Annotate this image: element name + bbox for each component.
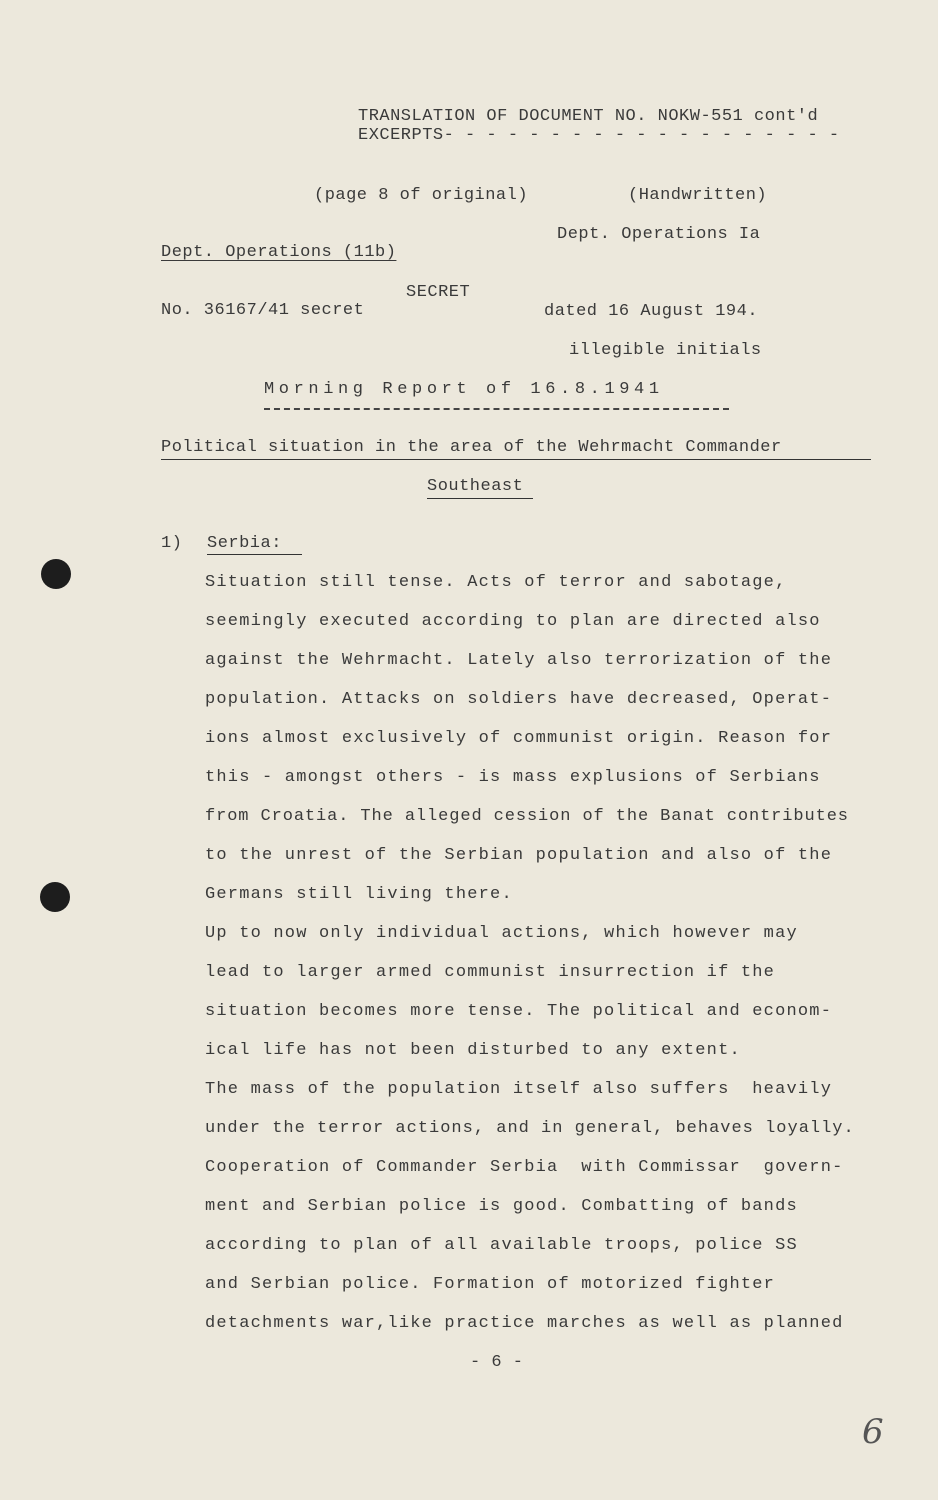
body-line: Up to now only individual actions, which however may: [205, 924, 798, 943]
handwritten-page-number: 6: [862, 1412, 884, 1452]
body-line: The mass of the population itself also suffers heavily: [205, 1080, 833, 1099]
secret-classification: SECRET: [406, 283, 471, 302]
body-line: seemingly executed according to plan are directed also: [205, 612, 821, 631]
body-line: lead to larger armed communist insurrection if the: [205, 963, 776, 982]
section-heading-cont-rule: [427, 498, 533, 499]
body-line: under the terror actions, and in general, behaves loyally.: [205, 1119, 855, 1138]
section-heading: Political situation in the area of the Wehrmacht Commander: [161, 438, 782, 457]
page-number: - 6 -: [470, 1353, 524, 1372]
body-line: to the unrest of the Serbian population and also of the: [205, 846, 833, 865]
dept-operations-ia: Dept. Operations Ia: [557, 225, 761, 244]
body-line: Situation still tense. Acts of terror and sabotage,: [205, 573, 787, 592]
document-date: dated 16 August 194.: [544, 302, 759, 321]
body-line: from Croatia. The alleged cession of the Banat contributes: [205, 807, 849, 826]
body-line: ical life has not been disturbed to any extent.: [205, 1041, 741, 1060]
report-title: Morning Report of 16.8.1941: [264, 380, 664, 399]
body-line: ment and Serbian police is good. Combatting of bands: [205, 1197, 798, 1216]
translation-title: TRANSLATION OF DOCUMENT NO. NOKW-551 cont'd: [358, 107, 819, 126]
item-number: 1): [161, 534, 183, 553]
report-title-underline: [264, 408, 729, 410]
body-line: and Serbian police. Formation of motorized fighter: [205, 1275, 776, 1294]
item-title-rule: [207, 554, 302, 555]
body-line: detachments war,like practice marches as well as planned: [205, 1314, 844, 1333]
body-line: this - amongst others - is mass explusions of Serbians: [205, 768, 821, 787]
excerpts-line: EXCERPTS- - - - - - - - - - - - - - - - - - -: [358, 126, 840, 145]
body-line: Germans still living there.: [205, 885, 513, 904]
body-line: population. Attacks on soldiers have decreased, Operat-: [205, 690, 833, 709]
item-title: Serbia:: [207, 534, 282, 553]
body-line: Cooperation of Commander Serbia with Commissar govern-: [205, 1158, 844, 1177]
section-heading-cont: Southeast: [427, 477, 524, 496]
punch-hole: [40, 882, 70, 912]
page-reference: (page 8 of original): [314, 186, 529, 205]
body-line: situation becomes more tense. The political and econom-: [205, 1002, 833, 1021]
section-heading-rule: [161, 459, 871, 460]
body-line: ions almost exclusively of communist origin. Reason for: [205, 729, 833, 748]
body-line: according to plan of all available troops, police SS: [205, 1236, 798, 1255]
document-number: No. 36167/41 secret: [161, 301, 365, 320]
body-line: against the Wehrmacht. Lately also terrorization of the: [205, 651, 833, 670]
handwritten-label: (Handwritten): [628, 186, 768, 205]
initials-note: illegible initials: [569, 341, 762, 360]
dept-operations-11b: Dept. Operations (11b): [161, 243, 397, 262]
punch-hole: [41, 559, 71, 589]
